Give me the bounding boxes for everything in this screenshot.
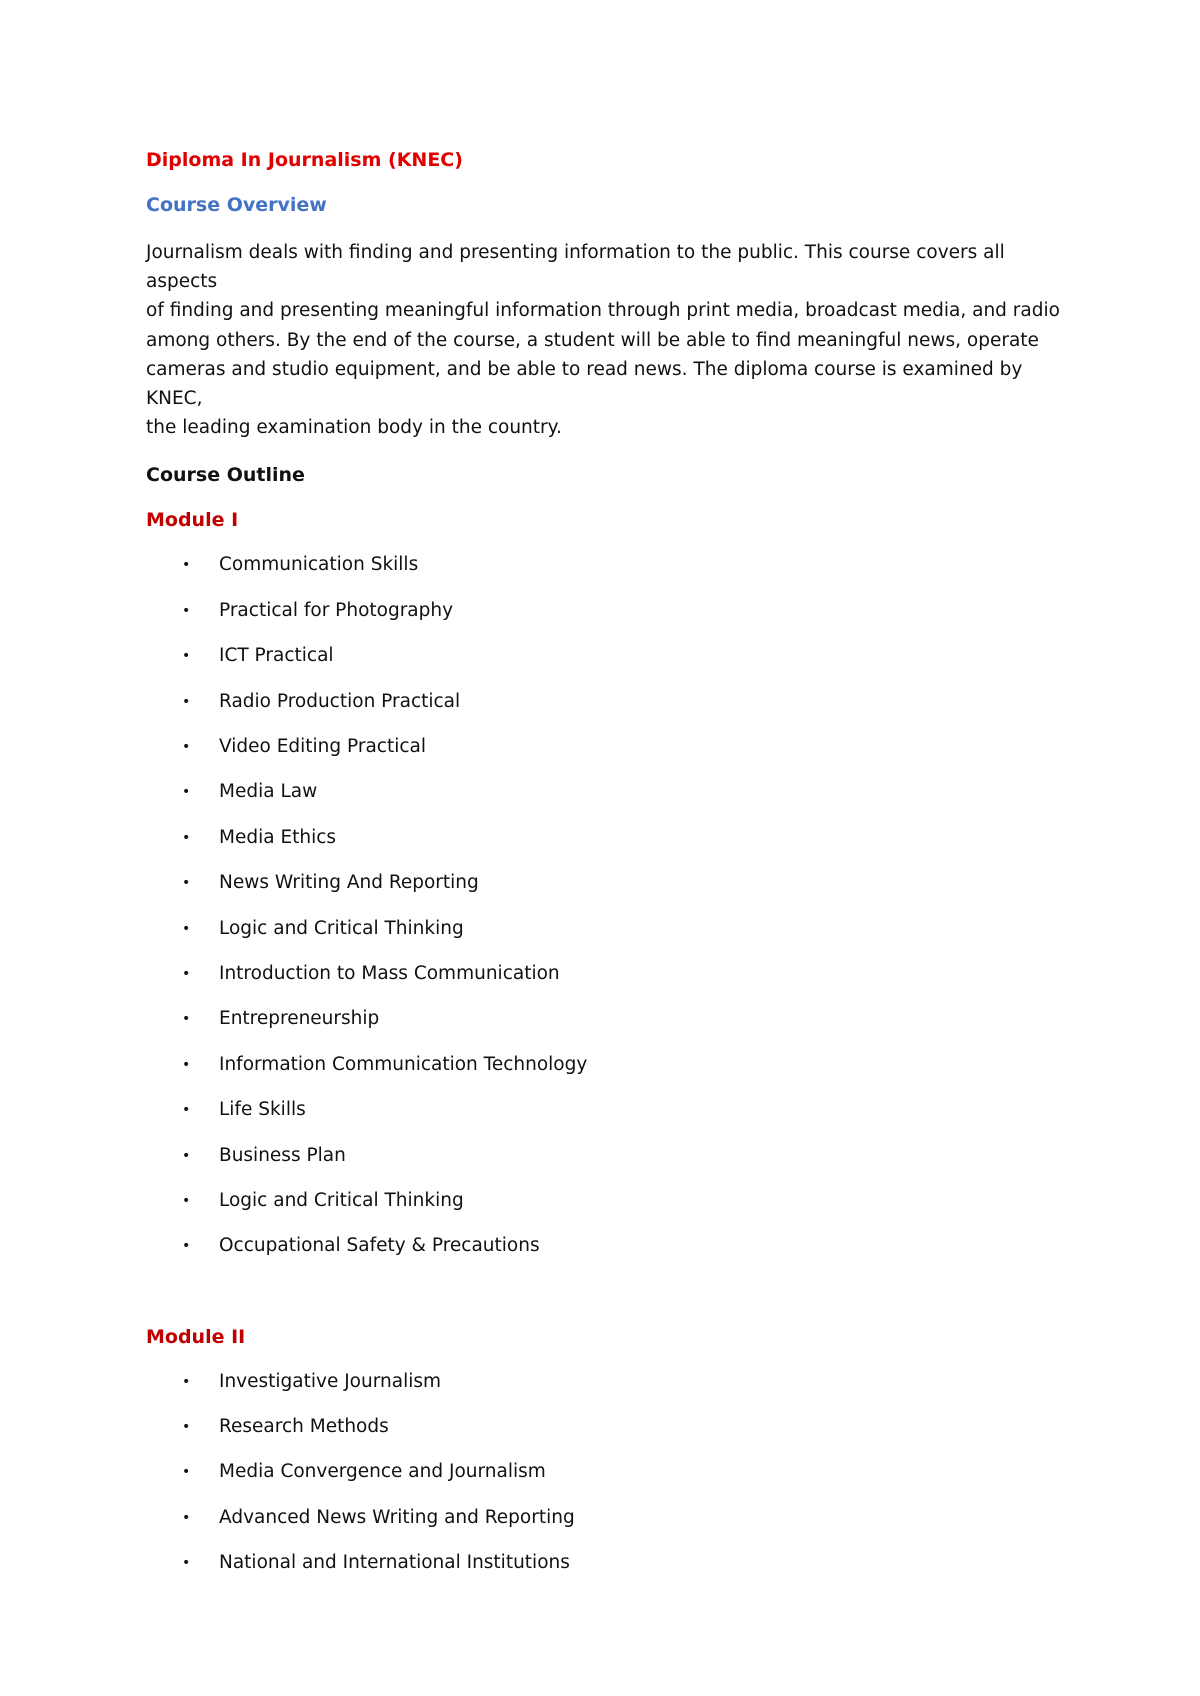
bullet-icon: • bbox=[182, 1192, 191, 1209]
overview-line: the leading examination body in the country. bbox=[146, 417, 562, 439]
list-item bbox=[146, 735, 1066, 780]
bullet-icon: • bbox=[182, 1011, 191, 1028]
list-item bbox=[146, 1053, 1066, 1098]
overview-line: Journalism deals with finding and presenting information to the public. This course covers all aspects bbox=[146, 242, 1005, 293]
bullet-icon: • bbox=[182, 1419, 191, 1436]
bullet-icon: • bbox=[182, 920, 191, 937]
list-item-text: Life Skills bbox=[219, 1099, 306, 1121]
bullet-icon: • bbox=[182, 1509, 191, 1526]
list-item-text: Media Ethics bbox=[219, 826, 337, 848]
list-item-text: News Writing And Reporting bbox=[219, 872, 479, 894]
bullet-icon: • bbox=[182, 602, 191, 619]
list-item-text: Logic and Critical Thinking bbox=[219, 917, 464, 939]
list-item bbox=[146, 1415, 1066, 1460]
document-page bbox=[146, 148, 1066, 1597]
list-item bbox=[146, 1370, 1066, 1415]
bullet-icon: • bbox=[182, 693, 191, 710]
document-title: Diploma In Journalism (KNEC) bbox=[146, 149, 463, 171]
list-item-text: Media Law bbox=[219, 781, 318, 803]
module-2 bbox=[146, 1325, 1066, 1597]
module-1-list bbox=[146, 553, 1066, 1279]
bullet-icon: • bbox=[182, 965, 191, 982]
list-item bbox=[146, 644, 1066, 689]
bullet-icon: • bbox=[182, 648, 191, 665]
list-item bbox=[146, 1234, 1066, 1279]
list-item-text: Advanced News Writing and Reporting bbox=[219, 1506, 575, 1528]
list-item-text: Logic and Critical Thinking bbox=[219, 1189, 464, 1211]
list-item-text: Video Editing Practical bbox=[219, 735, 427, 757]
outline-heading: Course Outline bbox=[146, 464, 305, 487]
overview-line: of finding and presenting meaningful information through print media, broadcast media, and radio bbox=[146, 300, 1060, 322]
list-item bbox=[146, 1144, 1066, 1189]
bullet-icon: • bbox=[182, 829, 191, 846]
overview-line: cameras and studio equipment, and be able to read news. The diploma course is examined by KNEC, bbox=[146, 358, 1023, 410]
bullet-icon: • bbox=[182, 1056, 191, 1073]
list-item bbox=[146, 962, 1066, 1007]
list-item-text: ICT Practical bbox=[219, 645, 334, 667]
overview-line: among others. By the end of the course, a student will be able to find meaningful news, operate bbox=[146, 329, 1039, 351]
list-item bbox=[146, 553, 1066, 598]
list-item-text: Investigative Journalism bbox=[219, 1370, 442, 1392]
list-item bbox=[146, 1189, 1066, 1234]
list-item bbox=[146, 1007, 1066, 1052]
bullet-icon: • bbox=[182, 1464, 191, 1481]
list-item-text: Research Methods bbox=[219, 1416, 389, 1438]
list-item bbox=[146, 1551, 1066, 1596]
overview-heading: Course Overview bbox=[146, 194, 327, 216]
list-item bbox=[146, 780, 1066, 825]
bullet-icon: • bbox=[182, 1238, 191, 1255]
list-item-text: Business Plan bbox=[219, 1144, 346, 1166]
list-item bbox=[146, 1098, 1066, 1143]
list-item bbox=[146, 1506, 1066, 1551]
overview-paragraph bbox=[146, 238, 1066, 442]
list-item-text: Media Convergence and Journalism bbox=[219, 1461, 546, 1483]
list-item bbox=[146, 1460, 1066, 1505]
list-item-text: Occupational Safety & Precautions bbox=[219, 1235, 540, 1257]
list-item-text: Entrepreneurship bbox=[219, 1008, 380, 1030]
bullet-icon: • bbox=[182, 875, 191, 892]
list-item-text: Practical for Photography bbox=[219, 599, 454, 621]
bullet-icon: • bbox=[182, 738, 191, 755]
bullet-icon: • bbox=[182, 784, 191, 801]
bullet-icon: • bbox=[182, 1102, 191, 1119]
module-2-heading: Module II bbox=[146, 1325, 246, 1348]
list-item-text: Radio Production Practical bbox=[219, 690, 461, 712]
module-2-list bbox=[146, 1370, 1066, 1597]
bullet-icon: • bbox=[182, 1373, 191, 1390]
list-item bbox=[146, 690, 1066, 735]
bullet-icon: • bbox=[182, 1555, 191, 1572]
list-item bbox=[146, 826, 1066, 871]
list-item bbox=[146, 917, 1066, 962]
list-item-text: Introduction to Mass Communication bbox=[219, 962, 560, 984]
list-item bbox=[146, 599, 1066, 644]
bullet-icon: • bbox=[182, 1147, 191, 1164]
list-item-text: Information Communication Technology bbox=[219, 1053, 588, 1075]
list-item bbox=[146, 871, 1066, 916]
list-item-text: National and International Institutions bbox=[219, 1552, 570, 1574]
module-1 bbox=[146, 508, 1066, 1279]
bullet-icon: • bbox=[182, 557, 191, 574]
list-item-text: Communication Skills bbox=[219, 554, 419, 576]
module-1-heading: Module I bbox=[146, 509, 239, 532]
